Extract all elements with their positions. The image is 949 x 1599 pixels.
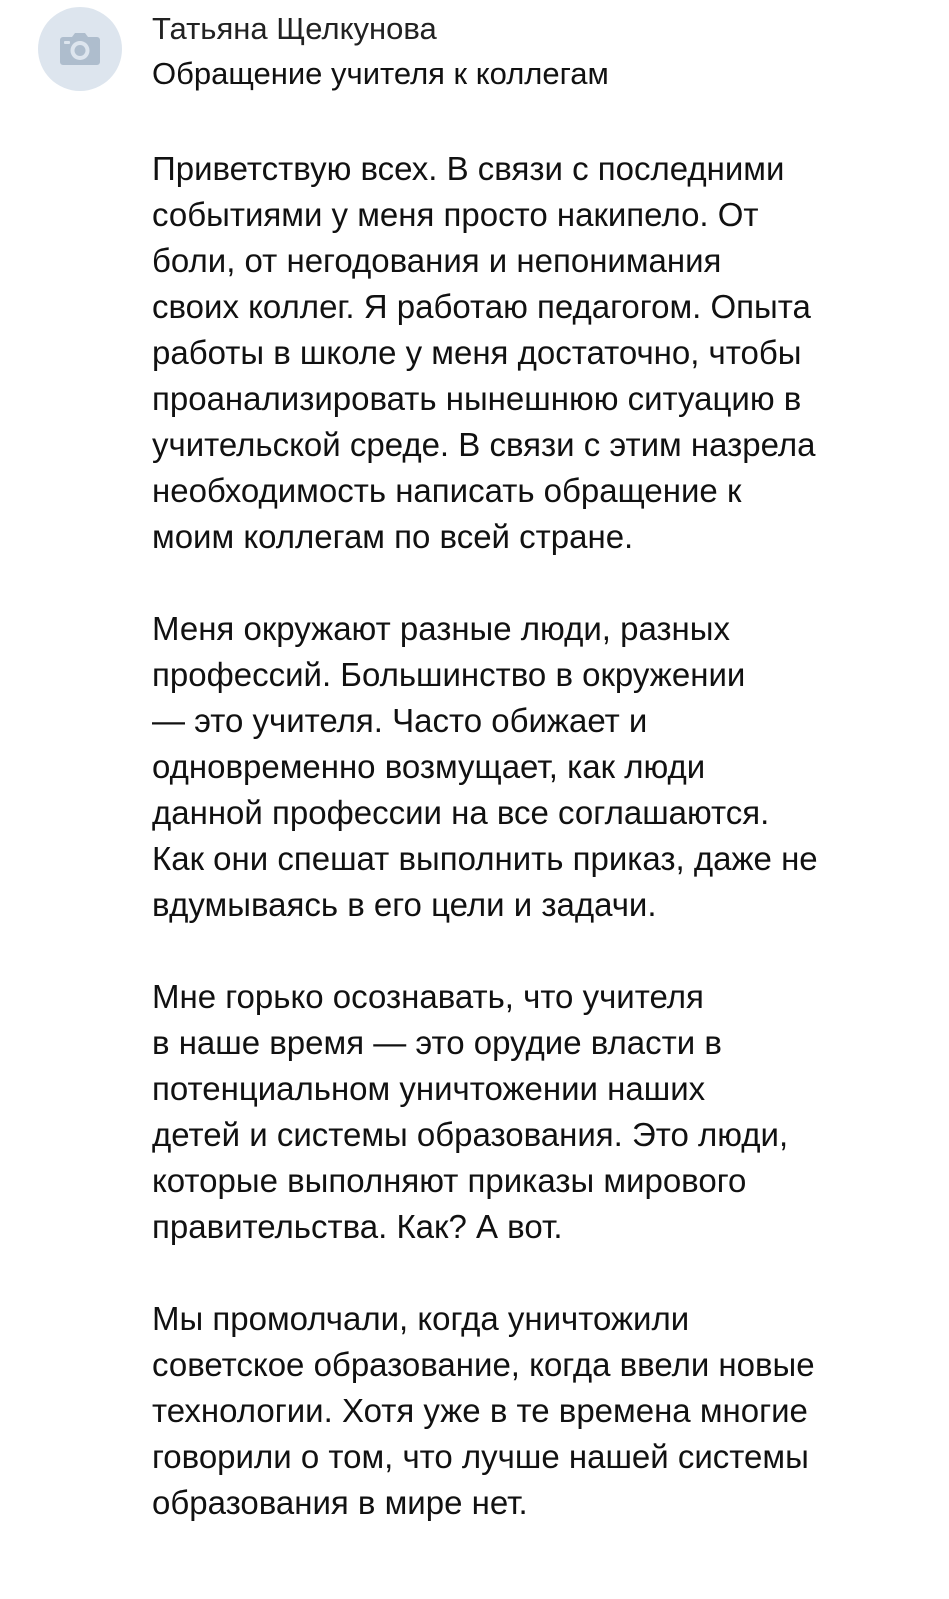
post-title: Обращение учителя к коллегам [152, 56, 609, 91]
text-line: работы в школе у меня достаточно, чтобы [152, 334, 802, 371]
paragraph-2 [152, 606, 932, 928]
text-line: — это учителя. Часто обижает и [152, 702, 648, 739]
text-line: профессий. Большинство в окружении [152, 656, 746, 693]
text-line: данной профессии на все соглашаются. [152, 794, 770, 831]
text-line: вдумываясь в его цели и задачи. [152, 886, 657, 923]
post-body [152, 146, 932, 1572]
camera-icon [58, 31, 102, 67]
paragraph-1 [152, 146, 932, 560]
text-line: Мне горько осознавать, что учителя [152, 978, 704, 1015]
text-line: Меня окружают разные люди, разных [152, 610, 730, 647]
author-name[interactable]: Татьяна Щелкунова [152, 11, 437, 46]
text-line: событиями у меня просто накипело. От [152, 196, 759, 233]
paragraph-3 [152, 974, 932, 1250]
text-line: Как они спешат выполнить приказ, даже не [152, 840, 818, 877]
text-line: детей и системы образования. Это люди, [152, 1116, 789, 1153]
text-line: Приветствую всех. В связи с последними [152, 150, 785, 187]
paragraph-4 [152, 1296, 932, 1526]
text-line: необходимость написать обращение к [152, 472, 742, 509]
text-line: Мы промолчали, когда уничтожили [152, 1300, 690, 1337]
text-line: учительской среде. В связи с этим назрела [152, 426, 816, 463]
author-avatar[interactable] [38, 7, 122, 91]
text-line: потенциальном уничтожении наших [152, 1070, 706, 1107]
text-line: технологии. Хотя уже в те времена многие [152, 1392, 808, 1429]
text-line: своих коллег. Я работаю педагогом. Опыта [152, 288, 811, 325]
text-line: образования в мире нет. [152, 1484, 528, 1521]
text-line: моим коллегам по всей стране. [152, 518, 634, 555]
text-line: одновременно возмущает, как люди [152, 748, 706, 785]
text-line: боли, от негодования и непонимания [152, 242, 722, 279]
text-line: в наше время — это орудие власти в [152, 1024, 722, 1061]
text-line: советское образование, когда ввели новые [152, 1346, 815, 1383]
text-line: которые выполняют приказы мирового [152, 1162, 747, 1199]
text-line: проанализировать нынешнюю ситуацию в [152, 380, 802, 417]
text-line: правительства. Как? А вот. [152, 1208, 563, 1245]
text-line: говорили о том, что лучше нашей системы [152, 1438, 809, 1475]
